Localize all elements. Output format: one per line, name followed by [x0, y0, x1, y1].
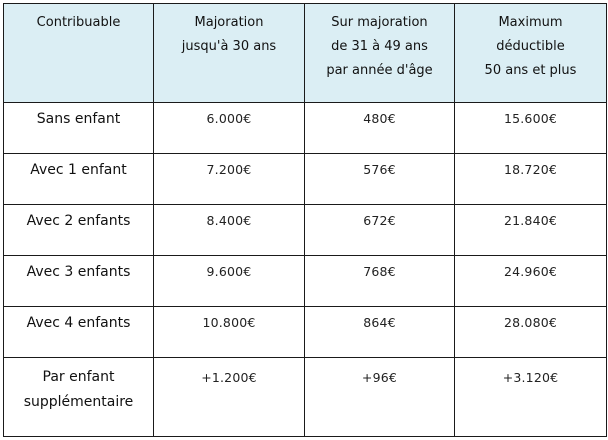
cell-sur-majoration: +96€ [305, 358, 455, 437]
row-label: Avec 3 enfants [4, 256, 154, 307]
table-row [4, 154, 607, 205]
cell-majoration: 9.600€ [154, 256, 305, 307]
cell-maximum: 15.600€ [455, 103, 607, 154]
header-line: de 31 à 49 ans [331, 39, 428, 54]
cell-majoration: 7.200€ [154, 154, 305, 205]
header-majoration [154, 4, 305, 103]
cell-majoration: 8.400€ [154, 205, 305, 256]
header-row [4, 4, 607, 103]
cell-majoration: +1.200€ [154, 358, 305, 437]
header-line: Majoration [194, 15, 264, 30]
cell-maximum: 28.080€ [455, 307, 607, 358]
cell-sur-majoration: 480€ [305, 103, 455, 154]
row-label: Avec 1 enfant [4, 154, 154, 205]
cell-majoration: 10.800€ [154, 307, 305, 358]
header-contribuable [4, 4, 154, 103]
header-sur-majoration [305, 4, 455, 103]
table-row [4, 103, 607, 154]
table-row [4, 205, 607, 256]
cell-maximum: 24.960€ [455, 256, 607, 307]
cell-sur-majoration: 864€ [305, 307, 455, 358]
cell-maximum: +3.120€ [455, 358, 607, 437]
header-line: Maximum [498, 15, 563, 30]
table-row [4, 307, 607, 358]
deduction-table [3, 3, 607, 437]
header-line: 50 ans et plus [484, 63, 577, 78]
table-row [4, 358, 607, 437]
cell-maximum: 18.720€ [455, 154, 607, 205]
row-label: Avec 2 enfants [4, 205, 154, 256]
cell-majoration: 6.000€ [154, 103, 305, 154]
row-label-line: supplémentaire [23, 394, 134, 410]
row-label [4, 358, 154, 437]
header-line: par année d'âge [326, 63, 433, 78]
header-maximum [455, 4, 607, 103]
header-line: Contribuable [36, 15, 121, 30]
row-label-line: Par enfant [42, 369, 115, 385]
header-line: jusqu'à 30 ans [181, 39, 277, 54]
row-label: Sans enfant [4, 103, 154, 154]
table-row [4, 256, 607, 307]
cell-sur-majoration: 768€ [305, 256, 455, 307]
header-line: déductible [496, 39, 565, 54]
cell-sur-majoration: 576€ [305, 154, 455, 205]
row-label: Avec 4 enfants [4, 307, 154, 358]
cell-sur-majoration: 672€ [305, 205, 455, 256]
header-line: Sur majoration [331, 15, 428, 30]
cell-maximum: 21.840€ [455, 205, 607, 256]
